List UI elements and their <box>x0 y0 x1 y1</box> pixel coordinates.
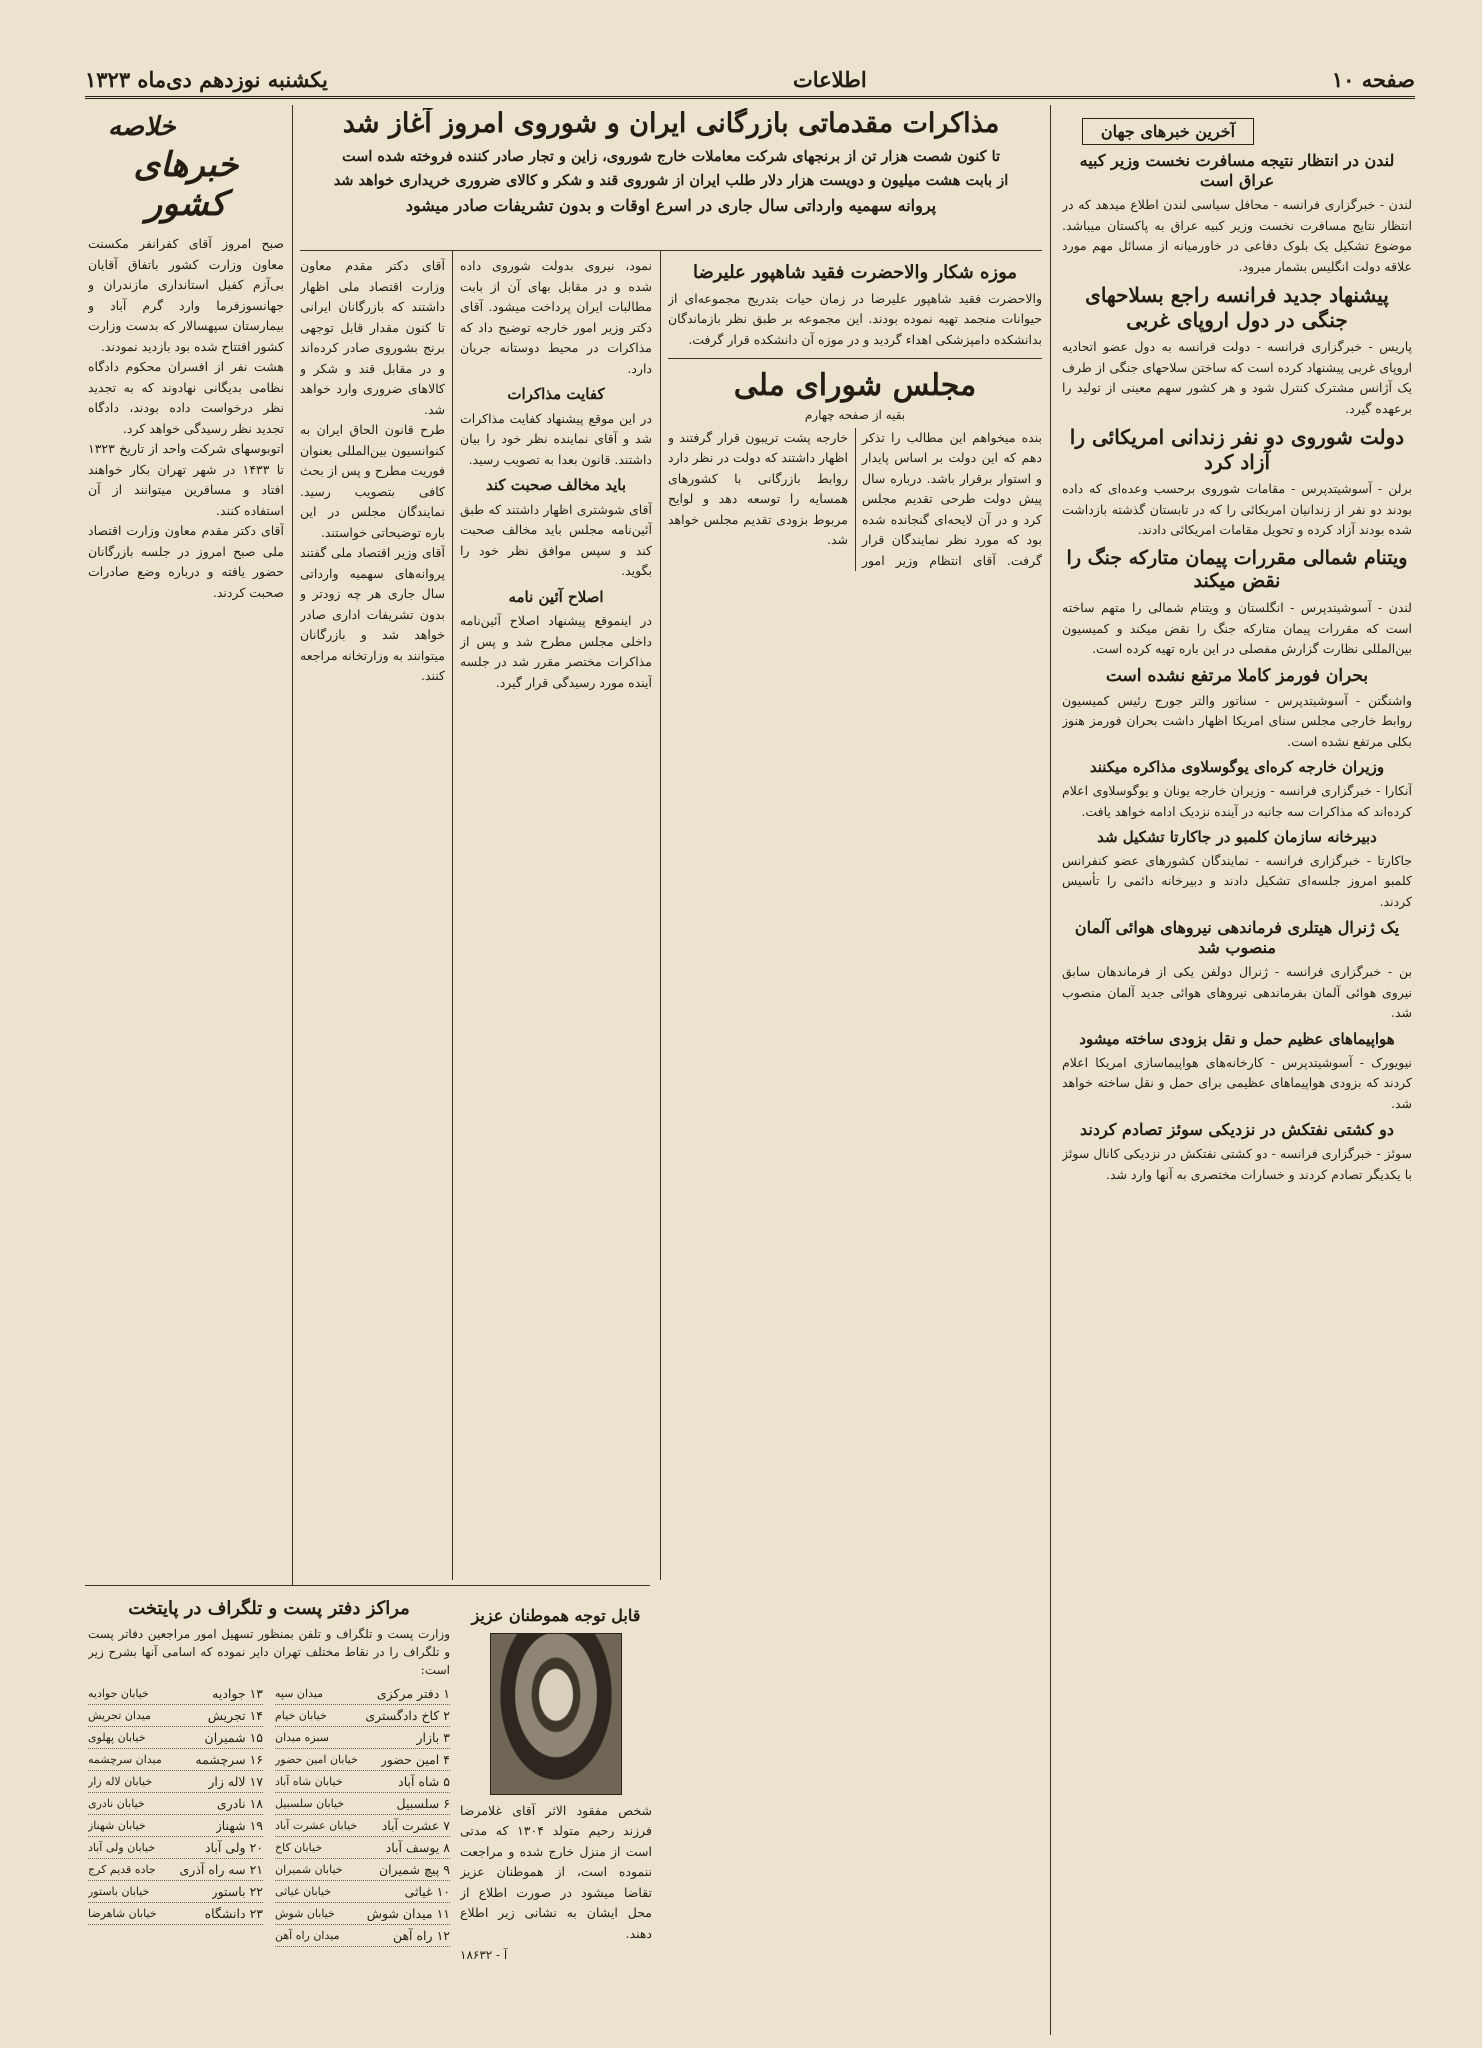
post-office-label <box>416 1727 450 1748</box>
post-office-row <box>88 1815 263 1837</box>
post-office-name: سلسبیل <box>396 1795 440 1811</box>
headline-aircraft: هواپیماهای عظیم حمل و نقل بزودی ساخته میشود <box>1079 1029 1395 1048</box>
post-office-number: ۸ <box>443 1839 450 1855</box>
post-office-row <box>88 1793 263 1815</box>
post-office-row <box>88 1727 263 1749</box>
economy-text-2: طرح قانون الحاق ایران به کنوانسیون بین‌المللی بعنوان فوریت مطرح و پس از بحث کافی بتصویب رسید. نمایندگان مجلس در این باره توضیحاتی خواستند. <box>300 422 445 540</box>
text-colombo: جاکارتا - خبرگزاری فرانسه - نمایندگان کشورهای عضو کنفرانس کلمبو امروز جلسه‌ای تشکیل دادند و دبیرخانه دائمی را تأسیس کردند. <box>1062 852 1412 909</box>
post-office-number: ۲۰ <box>249 1839 263 1855</box>
center-left-column <box>460 256 652 1606</box>
post-office-place: میدان سرچشمه <box>88 1752 162 1766</box>
headline-soviet-prisoners: دولت شوروی دو نفر زندانی امریکائی را آزاد کرد <box>1069 425 1405 474</box>
issue-date: یکشنبه نوزدهم دی‌ماه ۱۳۲۳ <box>85 66 328 92</box>
post-office-row <box>275 1881 450 1903</box>
post-office-name: جوادیه <box>212 1685 246 1701</box>
economy-text-3: آقای وزیر اقتصاد ملی گفتند پروانه‌های سهمیه وارداتی سال جاری هر چه زودتر و بدون تشریفات اداری صادر خواهد شد و بازرگانان میتوانند به وزارتخانه مراجعه کنند. <box>300 545 445 683</box>
text-formosa: واشنگتن - آسوشیتدپرس - سناتور والتر جورج رئیس کمیسیون روابط خارجی مجلس سنای امریکا اظهار داشت بحران فورمز هنوز بکلی مرتفع نشده است. <box>1062 692 1412 749</box>
post-offices-block <box>88 1592 450 2032</box>
text-london-iraq: لندن - خبرگزاری فرانسه - محافل سیاسی لندن اطلاع میدهد که در انتظار نتایج مسافرت نخست وزیر کبیه عراق به پاکستان میباشد. موضوع تشکیل یک بلوک دفاعی در خاورمیانه از مسائل مهم مورد علاقه دولت انگلیس بشمار میرود. <box>1062 197 1412 274</box>
post-office-place: خیابان شوش <box>275 1906 335 1920</box>
post-office-name: باستور <box>211 1883 246 1899</box>
post-office-row <box>275 1837 450 1859</box>
missing-person-photo <box>490 1633 622 1795</box>
post-office-row <box>275 1903 450 1925</box>
post-office-place: خیابان پهلوی <box>88 1730 146 1744</box>
mokhalef-text: آقای شوشتری اظهار داشتند که طبق آئین‌نامه مجلس باید مخالف صحبت کند و سپس موافق نظر خود را بگوید. <box>460 501 652 578</box>
main-headline-block <box>300 108 1042 250</box>
post-office-label <box>216 1815 263 1836</box>
post-office-number: ۱۳ <box>249 1685 263 1701</box>
paper-name: اطلاعات <box>792 66 867 92</box>
post-office-row <box>275 1771 450 1793</box>
headline-tankers: دو کشتی نفتکش در نزدیکی سوئز تصادم کردند <box>1080 1120 1394 1139</box>
text-general: بن - خبرگزاری فرانسه - ژنرال دولفن یکی از فرماندهان سابق نیروی هوائی آلمان بفرماندهی نیروهای هوائی جدید آلمان منصوب شد. <box>1062 964 1412 1021</box>
post-office-label <box>195 1749 263 1770</box>
post-office-number: ۶ <box>443 1795 450 1811</box>
domestic-headline: خبرهای کشور <box>133 145 239 225</box>
post-office-name: کاخ دادگستری <box>365 1707 440 1723</box>
post-office-place: خیابان لاله زار <box>88 1774 153 1788</box>
post-office-row <box>88 1749 263 1771</box>
post-office-row <box>275 1749 450 1771</box>
post-office-row <box>88 1771 263 1793</box>
post-office-name: امین حضور <box>380 1751 440 1767</box>
headline-formosa: بحران فورمز کاملا مرتفع نشده است <box>1105 665 1369 686</box>
post-office-place: خیابان شمیران <box>275 1862 343 1876</box>
post-office-place: خیابان نادری <box>88 1796 145 1810</box>
post-office-row <box>275 1683 450 1705</box>
post-office-name: نادری <box>216 1795 246 1811</box>
post-office-number: ۱۴ <box>249 1707 263 1723</box>
post-office-place: خیابان شاه آباد <box>275 1774 343 1788</box>
domestic-kicker: خلاصه <box>108 112 176 142</box>
post-office-row <box>275 1815 450 1837</box>
post-office-place: خیابان کاخ <box>275 1840 323 1854</box>
post-office-number: ۱ <box>443 1685 450 1701</box>
domestic-text-3: اتوبوسهای شرکت واحد از تاریخ ۱۳۲۳ تا ۱۴۳۳ در شهر تهران بکار خواهند افتاد و مسافرین میتوانند از آن استفاده کنند. <box>88 441 284 518</box>
post-office-row <box>88 1859 263 1881</box>
post-office-label <box>208 1705 263 1726</box>
text-ministers: آنکارا - خبرگزاری فرانسه - وزیران خارجه یونان و یوگوسلاوی اعلام کرده‌اند که مذاکرات سه جانبه در آینده نزدیک ادامه خواهد یافت. <box>1062 783 1412 819</box>
headline-ministers: وزیران خارجه کره‌ای یوگوسلاوی مذاکره میکنند <box>1089 758 1385 777</box>
post-office-label <box>205 1727 263 1748</box>
text-france-weapons: پاریس - خبرگزاری فرانسه - دولت فرانسه به دول عضو اتحادیه اروپای غربی پیشنهاد کرده است که ساختن سلاحهای جنگی از طرف یک آژانس مشترک کنترل شود و هر کشور سهم معینی از تولید را برعهده گیرد. <box>1062 339 1412 416</box>
post-office-name: راه آهن <box>392 1927 433 1943</box>
post-office-number: ۱۱ <box>436 1905 450 1921</box>
post-office-name: شاه آباد <box>398 1773 440 1789</box>
post-office-label <box>205 1903 263 1924</box>
post-office-name: تجریش <box>207 1707 246 1723</box>
post-office-row <box>88 1683 263 1705</box>
text-aircraft: نیویورک - آسوشیتدپرس - کارخانه‌های هواپیماسازی امریکا اعلام کردند که بزودی هواپیماهای عظیمی برای حمل و نقل ساخته خواهد شد. <box>1062 1054 1412 1111</box>
post-office-place: خیابان خیام <box>275 1708 327 1722</box>
headline-general: یک ژنرال هیتلری فرماندهی نیروهای هوائی آلمان منصوب شد <box>1074 918 1400 958</box>
post-office-name: بازار <box>416 1729 440 1745</box>
post-office-place: خیابان جوادیه <box>88 1686 149 1700</box>
post-office-number: ۳ <box>443 1729 450 1745</box>
world-news-column <box>1062 112 1412 2032</box>
post-office-number: ۱۵ <box>249 1729 263 1745</box>
post-office-row <box>275 1925 450 1947</box>
headline-france-weapons: پیشنهاد جدید فرانسه راجع بسلاحهای جنگی در دول اروپای غربی <box>1085 283 1389 332</box>
domestic-text-1: صبح امروز آقای کفرانفر مکسنت معاون وزارت کشور باتفاق آقایان بی‌آزم کفیل استانداری مازندران و جهانسوزفرما وارد گرم آباد و بیمارستان سپهسالار که بدست وزارت کشور افتتاح شده بود بازدید نمودند. <box>88 236 284 354</box>
mokhalef-headline: باید مخالف صحبت کند <box>485 476 627 494</box>
post-office-name: شهناز <box>215 1817 246 1833</box>
post-office-row <box>275 1793 450 1815</box>
post-office-number: ۱۲ <box>436 1927 450 1943</box>
post-office-label <box>367 1903 450 1924</box>
post-office-number: ۱۷ <box>249 1773 263 1789</box>
post-office-row <box>88 1903 263 1925</box>
post-office-name: ولی آباد <box>204 1839 246 1855</box>
post-office-place: میدان سپه <box>275 1686 324 1700</box>
main-deck-2: از بابت هشت میلیون و دویست هزار دلار طلب ایران از شوروی قند و شکر و کالای ضروری خریداری خواهد شد <box>333 172 1009 190</box>
appeal-headline: قابل توجه هموطنان عزیز <box>471 1606 641 1625</box>
museum-headline: موزه شکار والاحضرت فقید شاهپور علیرضا <box>692 262 1018 283</box>
post-office-label <box>212 1881 263 1902</box>
post-office-label <box>377 1683 450 1704</box>
post-office-label <box>397 1793 451 1814</box>
kifayat-text: در این موقع پیشنهاد کفایت مذاکرات شد و آقای نماینده نظر خود را بیان داشتند. قانون بعدا به تصویب رسید. <box>460 410 652 467</box>
post-office-place: خیابان سلسبیل <box>275 1796 345 1810</box>
museum-text: والاحضرت فقید شاهپور علیرضا در زمان حیات بتدریج مجموعه‌ای از حیوانات منجمد تهیه نموده بودند. این مجموعه بر طبق نظر بازماندگان بدانشکده دامپزشکی اهداء گردید و در موزه آن دانشکده قرار گرفت. <box>668 290 1042 347</box>
kifayat-headline: کفایت مذاکرات <box>507 385 605 403</box>
post-office-row <box>88 1705 263 1727</box>
post-office-place: خیابان امین حضور <box>275 1752 358 1766</box>
majlis-subtitle: بقیه از صفحه چهارم <box>804 407 906 422</box>
post-office-name: سرچشمه <box>195 1751 246 1767</box>
post-office-place: میدان راه آهن <box>275 1928 340 1942</box>
post-office-number: ۱۸ <box>249 1795 263 1811</box>
post-office-place: میدان تجریش <box>88 1708 151 1722</box>
post-office-place: خیابان شاهرضا <box>88 1906 157 1920</box>
eslah-text: در اینموقع پیشنهاد اصلاح آئین‌نامه داخلی مجلس مطرح شد و پس از مذاکرات مختصر مقرر شد در جلسه آینده مورد رسیدگی قرار گیرد. <box>460 613 652 690</box>
post-office-label <box>205 1837 263 1858</box>
post-office-number: ۷ <box>443 1817 450 1833</box>
post-office-row <box>88 1881 263 1903</box>
domestic-news-column <box>88 112 284 1582</box>
economy-column <box>300 256 445 1576</box>
post-office-number: ۱۰ <box>436 1883 450 1899</box>
world-news-box-title: آخرین خبرهای جهان <box>1082 118 1254 145</box>
post-office-label <box>381 1749 450 1770</box>
post-office-label <box>217 1793 263 1814</box>
post-office-name: سه راه آذری <box>179 1861 246 1877</box>
main-deck-3: پروانه سهمیه وارداتی سال جاری در اسرع اوقات و بدون تشریفات صادر میشود <box>405 196 937 216</box>
post-office-number: ۲۳ <box>249 1905 263 1921</box>
text-tankers: سوئز - خبرگزاری فرانسه - دو کشتی نفتکش در نزدیکی کانال سوئز با یکدیگر تصادم کردند و خسارات مختصری به آنها وارد شد. <box>1062 1146 1412 1182</box>
main-headline: مذاکرات مقدماتی بازرگانی ایران و شوروی امروز آغاز شد <box>342 108 1000 139</box>
post-office-label <box>398 1771 450 1792</box>
headline-vietnam: ویتنام شمالی مقررات پیمان متارکه جنگ را نقض میکند <box>1066 546 1408 593</box>
post-office-name: یوسف آباد <box>385 1839 440 1855</box>
post-office-place: خیابان باستور <box>88 1884 150 1898</box>
post-office-place: خیابان ولی آباد <box>88 1840 156 1854</box>
text-soviet-prisoners: برلن - آسوشیتدپرس - مقامات شوروی برحسب وعده‌ای که داده بودند دو نفر از زندانیان امریکائی را که در تابستان گذشته بازداشت شده بودند آزاد کرده و تحویل مقامات امریکائی دادند. <box>1062 481 1412 537</box>
headline-colombo: دبیرخانه سازمان کلمبو در جاکارتا تشکیل شد <box>1097 828 1377 846</box>
text-vietnam: لندن - آسوشیتدپرس - انگلستان و ویتنام شمالی را متهم ساخته است که مقررات پیمان متارکه جنگ را نقض میکند و کمیسیون بین‌المللی نظارت گزارش مفصلی در این باره تهیه کرده است. <box>1062 600 1412 656</box>
post-office-name: پیچ شمیران <box>378 1861 440 1877</box>
main-deck-1: تا کنون شصت هزار تن از برنجهای شرکت معاملات خارج شوروی، زاین و تجار صادر کننده فروخته شده است <box>341 148 1001 166</box>
majlis-text: بنده میخواهم این مطالب را تذکر دهم که این دولت بر اساس پایدار و استوار برقرار باشد. درباره سال پیش دولت طرحی تقدیم مجلس کرد و در آن لایحه‌ای گنجانده شده بود که مورد نظر نمایندگان قرار گرفت. آقای انتظام وزیر امور خارجه پشت تریبون قرار گرفتند و اظهار داشتند که دولت در نظر دارد روابط بازرگانی با کشورهای همسایه را توسعه دهد و لوایح مربوط بزودی تقدیم مجلس خواهد شد. <box>668 429 1042 568</box>
post-office-name: شمیران <box>204 1729 246 1745</box>
post-office-name: عشرت آباد <box>381 1817 440 1833</box>
post-office-label <box>405 1881 450 1902</box>
post-office-name: لاله زار <box>208 1773 246 1789</box>
post-office-label <box>180 1859 263 1880</box>
post-office-number: ۴ <box>443 1751 450 1767</box>
headline-london-iraq: لندن در انتظار نتیجه مسافرت نخست وزیر کبیه عراق است <box>1079 151 1395 190</box>
post-office-place: خیابان غیاثی <box>275 1884 332 1898</box>
post-office-row <box>275 1705 450 1727</box>
post-office-number: ۲ <box>443 1707 450 1723</box>
appeal-text: شخص مفقود الاثر آقای غلامرضا فرزند رحیم متولد ۱۳۰۴ که مدتی است از منزل خارج شده و مراجعت ننموده است، از هموطنان عزیز تقاضا میشود در صورت اطلاع از محل ایشان به نشانی زیر اطلاع دهند. <box>460 1802 652 1941</box>
appeal-box <box>460 1600 652 2025</box>
post-office-row <box>88 1837 263 1859</box>
economy-text-1: آقای دکتر مقدم معاون وزارت اقتصاد ملی اظهار داشتند که بازرگانان ایرانی تا کنون مقدار قابل توجهی برنج بشوروی صادر کرده‌اند و در مقابل قند و شکر و کالاهای ضروری وارد خواهد شد. <box>300 258 445 417</box>
center-column <box>668 256 1042 2026</box>
post-office-number: ۲۲ <box>249 1883 263 1899</box>
post-office-label <box>212 1683 263 1704</box>
domestic-text-2: هشت نفر از افسران محکوم دادگاه نظامی بدیگانی نهادوند که به تجدید نظر درخواست داده بودند، دادگاه تجدید نظر رسیدگی خواهد کرد. <box>88 359 284 436</box>
post-offices-list <box>88 1683 450 1947</box>
post-office-place: جاده قدیم کرج <box>88 1862 156 1876</box>
post-office-name: غیاثی <box>404 1883 433 1899</box>
post-office-number: ۵ <box>443 1773 450 1789</box>
post-offices-intro: وزارت پست و تلگراف و تلفن بمنظور تسهیل امور مراجعین دفاتر پست و تلگراف را در نقاط مختلف تهران دایر نموده که اسامی آنها بشرح زیر است: <box>88 1626 450 1677</box>
post-office-place: خیابان شهناز <box>88 1818 146 1832</box>
post-office-row <box>275 1727 450 1749</box>
post-office-place: سبزه میدان <box>275 1730 329 1744</box>
post-office-number: ۱۶ <box>249 1751 263 1767</box>
post-office-number: ۲۱ <box>249 1861 263 1877</box>
post-office-label <box>208 1771 263 1792</box>
post-office-label <box>365 1705 450 1726</box>
domestic-text-4: آقای دکتر مقدم معاون وزارت اقتصاد ملی صبح امروز در جلسه بازرگانان حضور یافته و درباره وضع صادرات صحبت کردند. <box>88 523 284 600</box>
post-office-row <box>275 1859 450 1881</box>
appeal-code: آ - ۱۸۶۳۲ <box>460 1948 508 1963</box>
post-office-name: دفتر مرکزی <box>376 1685 440 1701</box>
post-office-label <box>386 1837 450 1858</box>
post-office-name: میدان شوش <box>366 1905 433 1921</box>
post-offices-headline: مراکز دفتر پست و تلگراف در پایتخت <box>128 1598 410 1619</box>
post-office-label <box>379 1859 450 1880</box>
eslah-headline: اصلاح آئین نامه <box>508 587 604 606</box>
post-office-place: خیابان عشرت آباد <box>275 1818 358 1832</box>
majlis-headline: مجلس شورای ملی <box>733 368 977 403</box>
masthead <box>85 62 1415 99</box>
post-office-label <box>393 1925 450 1946</box>
post-office-number: ۱۹ <box>249 1817 263 1833</box>
post-office-label <box>382 1815 450 1836</box>
post-office-number: ۹ <box>443 1861 450 1877</box>
page-number: صفحه ۱۰ <box>1331 66 1415 92</box>
post-office-name: دانشگاه <box>204 1905 246 1921</box>
cl-text-1: نمود، نیروی بدولت شوروی داده شده و در مقابل بهای آن از بابت مطالبات ایران پرداخت میشود. آقای دکتر وزیر امور خارجه توضیح داد که مذاکرات در محیط دوستانه جریان دارد. <box>460 258 652 376</box>
